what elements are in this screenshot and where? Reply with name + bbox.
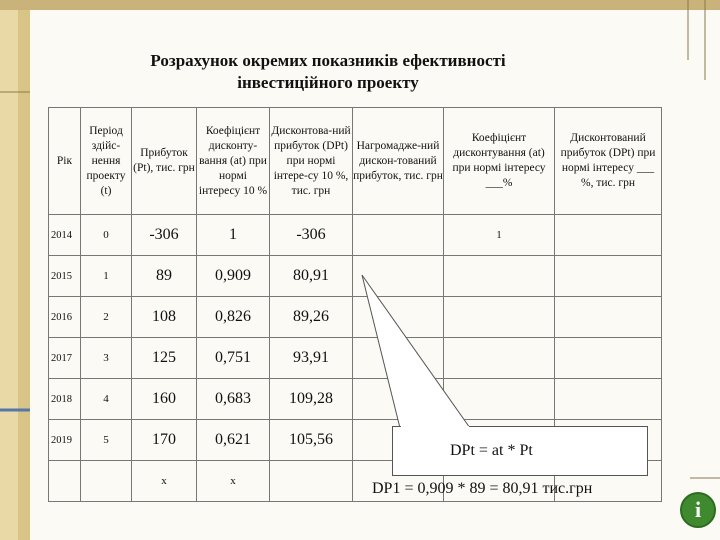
header-discounted-profit-custom: Дисконтований прибуток (DPt) при нормі інтересу ___ %, тис. грн bbox=[555, 108, 662, 215]
cell-discounted: 93,91 bbox=[270, 338, 353, 379]
cell-year: 2017 bbox=[49, 338, 81, 379]
cell-year: 2015 bbox=[49, 256, 81, 297]
cell-profit: 89 bbox=[132, 256, 197, 297]
table-row bbox=[49, 215, 662, 256]
cell-period: 4 bbox=[81, 379, 132, 420]
cell-discounted: 80,91 bbox=[270, 256, 353, 297]
cell-coef-custom bbox=[444, 338, 555, 379]
cell-period: 5 bbox=[81, 420, 132, 461]
cell-coef-custom bbox=[444, 379, 555, 420]
header-year: Рік bbox=[49, 108, 81, 215]
table-row bbox=[49, 338, 662, 379]
cell-accumulated bbox=[353, 297, 444, 338]
cell-coef: 1 bbox=[197, 215, 270, 256]
cell-profit: x bbox=[132, 461, 197, 502]
table-row bbox=[49, 379, 662, 420]
cell-profit: 170 bbox=[132, 420, 197, 461]
table-row bbox=[49, 256, 662, 297]
cell-discounted-custom bbox=[555, 297, 662, 338]
cell-coef: 0,751 bbox=[197, 338, 270, 379]
left-decoration-bar bbox=[0, 10, 18, 540]
cell-discounted bbox=[270, 461, 353, 502]
cell-accumulated bbox=[353, 256, 444, 297]
cell-discounted: 89,26 bbox=[270, 297, 353, 338]
cell-coef-custom bbox=[444, 256, 555, 297]
top-decoration-bar bbox=[0, 0, 720, 10]
cell-coef: 0,621 bbox=[197, 420, 270, 461]
info-icon[interactable]: i bbox=[680, 492, 716, 528]
header-discount-coef-custom: Коефіцієнт дисконтування (at) при нормі інтересу ___% bbox=[444, 108, 555, 215]
header-period: Період здійс-нення проекту (t) bbox=[81, 108, 132, 215]
cell-period: 2 bbox=[81, 297, 132, 338]
cell-discounted-custom bbox=[555, 256, 662, 297]
header-profit: Прибуток (Pt), тис. грн bbox=[132, 108, 197, 215]
cell-period: 3 bbox=[81, 338, 132, 379]
cell-profit: 108 bbox=[132, 297, 197, 338]
cell-profit: -306 bbox=[132, 215, 197, 256]
page-title: Розрахунок окремих показників ефективності інвестиційного проекту bbox=[150, 51, 506, 92]
cell-year: 2014 bbox=[49, 215, 81, 256]
cell-coef: x bbox=[197, 461, 270, 502]
cell-period: 1 bbox=[81, 256, 132, 297]
cell-coef: 0,826 bbox=[197, 297, 270, 338]
cell-year: 2018 bbox=[49, 379, 81, 420]
cell-discounted: 109,28 bbox=[270, 379, 353, 420]
cell-coef: 0,683 bbox=[197, 379, 270, 420]
cell-year bbox=[49, 461, 81, 502]
cell-coef-custom bbox=[444, 297, 555, 338]
cell-accumulated bbox=[353, 338, 444, 379]
header-discounted-profit: Дисконтова-ний прибуток (DPt) при нормі інтере-су 10 %, тис. грн bbox=[270, 108, 353, 215]
formula-example: DP1 = 0,909 * 89 = 80,91 тис.грн bbox=[372, 480, 593, 497]
cell-discounted-custom bbox=[555, 379, 662, 420]
cell-discounted: -306 bbox=[270, 215, 353, 256]
table-row bbox=[49, 297, 662, 338]
cell-discounted: 105,56 bbox=[270, 420, 353, 461]
cell-accumulated bbox=[353, 215, 444, 256]
cell-discounted-custom bbox=[555, 215, 662, 256]
left-decoration-bar-inner bbox=[18, 10, 30, 540]
cell-coef: 0,909 bbox=[197, 256, 270, 297]
cell-accumulated bbox=[353, 379, 444, 420]
header-discount-coef: Коефіцієнт дисконту-вання (at) при нормі інтересу 10 % bbox=[197, 108, 270, 215]
header-accumulated-profit: Нагромадже-ний дискон-тований прибуток, тис. грн bbox=[353, 108, 444, 215]
table-header-row bbox=[49, 108, 662, 215]
cell-period: 0 bbox=[81, 215, 132, 256]
cell-year: 2016 bbox=[49, 297, 81, 338]
formula-general: DPt = at * Pt bbox=[450, 442, 533, 459]
cell-discounted-custom bbox=[555, 338, 662, 379]
cell-coef-custom: 1 bbox=[444, 215, 555, 256]
cell-year: 2019 bbox=[49, 420, 81, 461]
cell-profit: 125 bbox=[132, 338, 197, 379]
cell-period bbox=[81, 461, 132, 502]
cell-profit: 160 bbox=[132, 379, 197, 420]
